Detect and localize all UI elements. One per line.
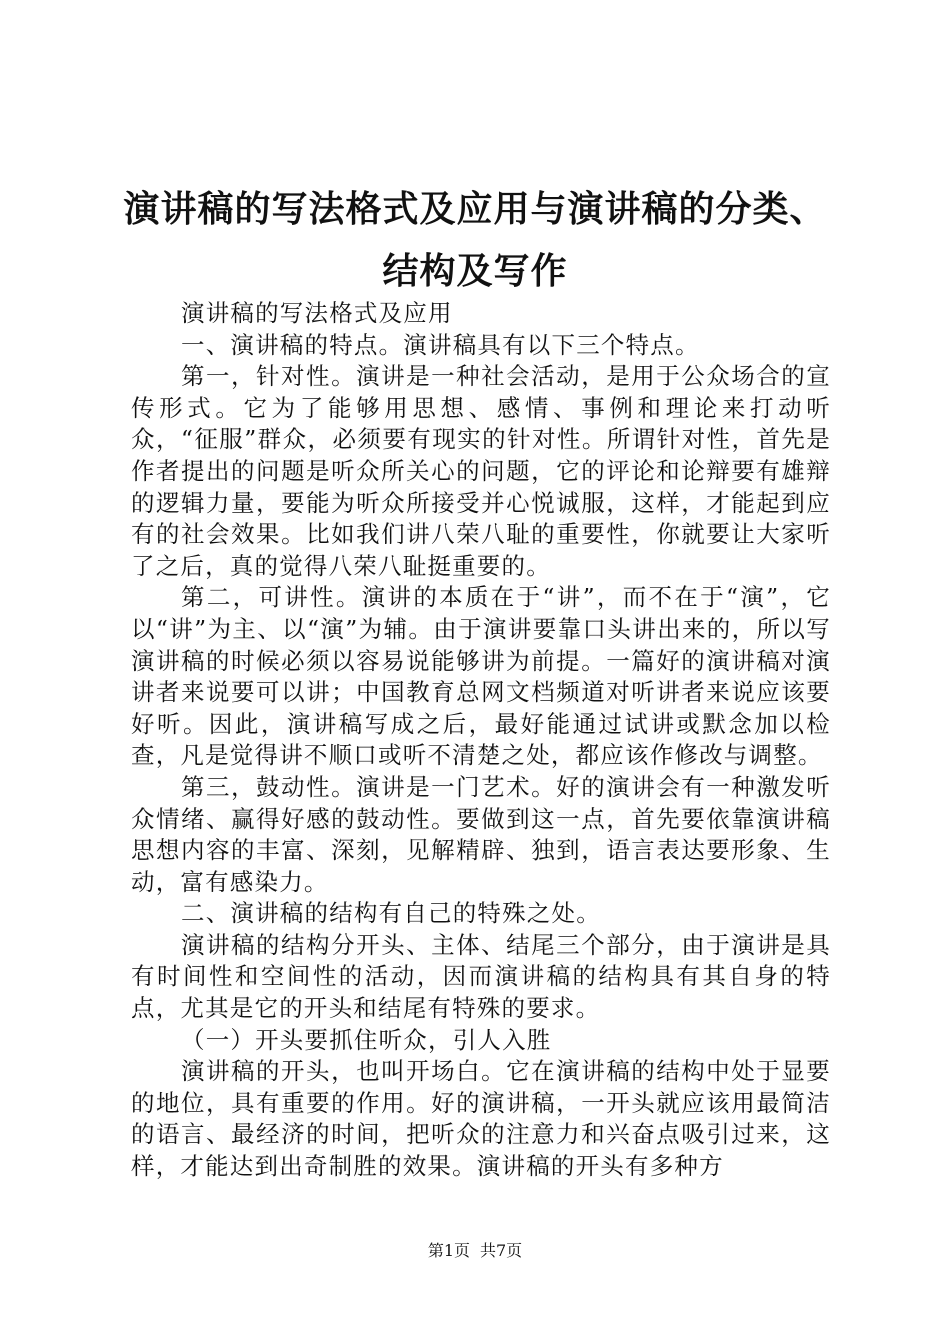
paragraph: 演讲稿的结构分开头、主体、结尾三个部分，由于演讲是具有时间性和空间性的活动，因而演讲稿的结构具有其自身的特点，尤其是它的开头和结尾有特殊的要求。 (131, 930, 831, 1023)
paragraph: 演讲稿的开头，也叫开场白。它在演讲稿的结构中处于显要的地位，具有重要的作用。好的演讲稿，一开头就应该用最简洁的语言、最经济的时间，把听众的注意力和兴奋点吸引过来，这样，才能达到出奇制胜的效果。演讲稿的开头有多种方 (131, 1057, 831, 1181)
page-footer (0, 1241, 950, 1261)
paragraph: 第一，针对性。演讲是一种社会活动，是用于公众场合的宣传形式。它为了能够用思想、感情、事例和理论来打动听众，“征服”群众，必须要有现实的针对性。所谓针对性，首先是作者提出的问题是听众所关心的问题，它的评论和论辩要有雄辩的逻辑力量，要能为听众所接受并心悦诚服，这样，才能起到应有的社会效果。比如我们讲八荣八耻的重要性，你就要让大家听了之后，真的觉得八荣八耻挺重要的。 (131, 362, 831, 580)
page-number: 第1页 (427, 1241, 470, 1260)
paragraph: 二、演讲稿的结构有自己的特殊之处。 (181, 899, 601, 928)
paragraph: 第二，可讲性。演讲的本质在于“讲”，而不在于“演”，它以“讲”为主、以“演”为辅。由于演讲要靠口头讲出来的，所以写演讲稿的时候必须以容易说能够讲为前提。一篇好的演讲稿对演讲者来说要可以讲；中国教育总网文档频道对听讲者来说应该要好听。因此，演讲稿写成之后，最好能通过试讲或默念加以检查，凡是觉得讲不顺口或听不清楚之处，都应该作修改与调整。 (131, 583, 831, 770)
document-body (131, 298, 831, 1183)
paragraph: （一）开头要抓住听众，引人入胜 (181, 1025, 552, 1054)
page-total: 共7页 (480, 1241, 523, 1260)
paragraph: 演讲稿的写法格式及应用 (181, 299, 453, 327)
paragraph: 第三，鼓动性。演讲是一门艺术。好的演讲会有一种激发听众情绪、赢得好感的鼓动性。要做到这一点，首先要依靠演讲稿思想内容的丰富、深刻，见解精辟、独到，语言表达要形象、生动，富有感染力。 (131, 772, 831, 896)
paragraph: 一、演讲稿的特点。演讲稿具有以下三个特点。 (181, 330, 700, 359)
document-title: 演讲稿的写法格式及应用与演讲稿的分类、结构及写作 (123, 188, 827, 292)
